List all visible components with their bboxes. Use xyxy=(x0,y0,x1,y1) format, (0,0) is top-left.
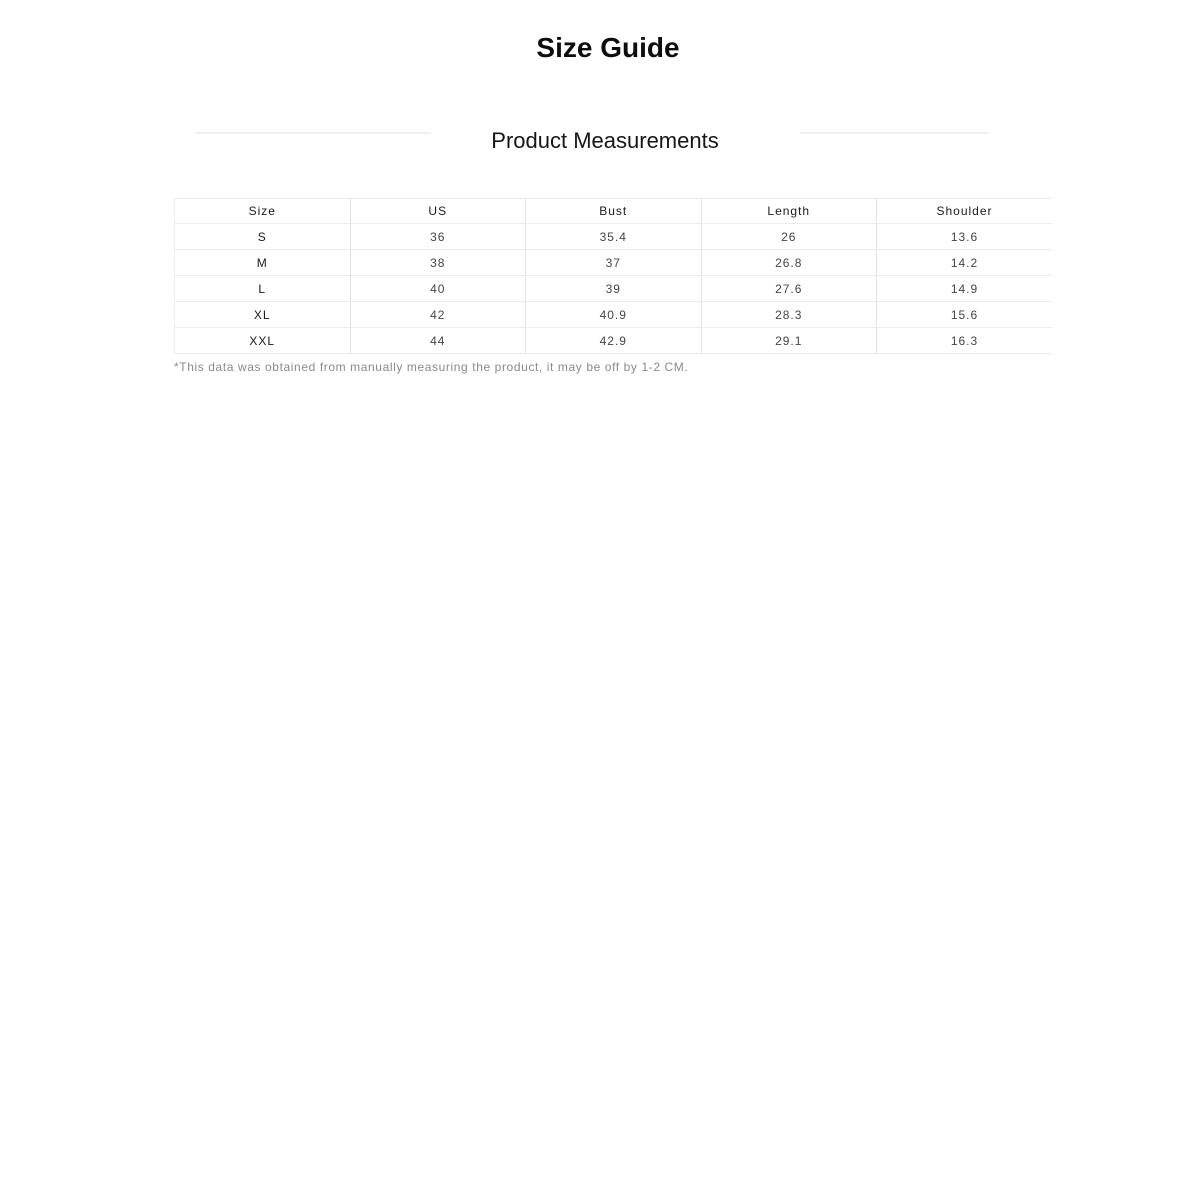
shoulder-cell: 14.9 xyxy=(877,276,1053,302)
us-cell: 40 xyxy=(350,276,526,302)
column-header-bust: Bust xyxy=(526,199,702,224)
table-row xyxy=(175,250,1053,276)
size-cell: XXL xyxy=(175,328,351,354)
section-title: Product Measurements xyxy=(491,128,719,153)
size-cell: S xyxy=(175,224,351,250)
size-cell: M xyxy=(175,250,351,276)
table-row xyxy=(175,302,1053,328)
measurement-note: *This data was obtained from manually measuring the product, it may be off by 1-2 CM. xyxy=(174,360,689,374)
section-header xyxy=(0,126,1200,160)
column-header-shoulder: Shoulder xyxy=(877,199,1053,224)
length-cell: 27.6 xyxy=(701,276,877,302)
us-cell: 42 xyxy=(350,302,526,328)
shoulder-cell: 13.6 xyxy=(877,224,1053,250)
length-cell: 28.3 xyxy=(701,302,877,328)
column-header-us: US xyxy=(350,199,526,224)
table-row xyxy=(175,328,1053,354)
shoulder-cell: 14.2 xyxy=(877,250,1053,276)
length-cell: 26 xyxy=(701,224,877,250)
size-cell: XL xyxy=(175,302,351,328)
us-cell: 38 xyxy=(350,250,526,276)
us-cell: 36 xyxy=(350,224,526,250)
length-cell: 26.8 xyxy=(701,250,877,276)
us-cell: 44 xyxy=(350,328,526,354)
column-header-length: Length xyxy=(701,199,877,224)
table-header-row xyxy=(175,199,1053,224)
size-table xyxy=(174,198,1052,354)
bust-cell: 37 xyxy=(526,250,702,276)
bust-cell: 40.9 xyxy=(526,302,702,328)
shoulder-cell: 15.6 xyxy=(877,302,1053,328)
bust-cell: 39 xyxy=(526,276,702,302)
bust-cell: 42.9 xyxy=(526,328,702,354)
page-title: Size Guide xyxy=(536,32,680,63)
column-header-size: Size xyxy=(175,199,351,224)
table-row xyxy=(175,276,1053,302)
shoulder-cell: 16.3 xyxy=(877,328,1053,354)
section-divider-right xyxy=(800,132,989,134)
size-cell: L xyxy=(175,276,351,302)
table-row xyxy=(175,224,1053,250)
bust-cell: 35.4 xyxy=(526,224,702,250)
length-cell: 29.1 xyxy=(701,328,877,354)
